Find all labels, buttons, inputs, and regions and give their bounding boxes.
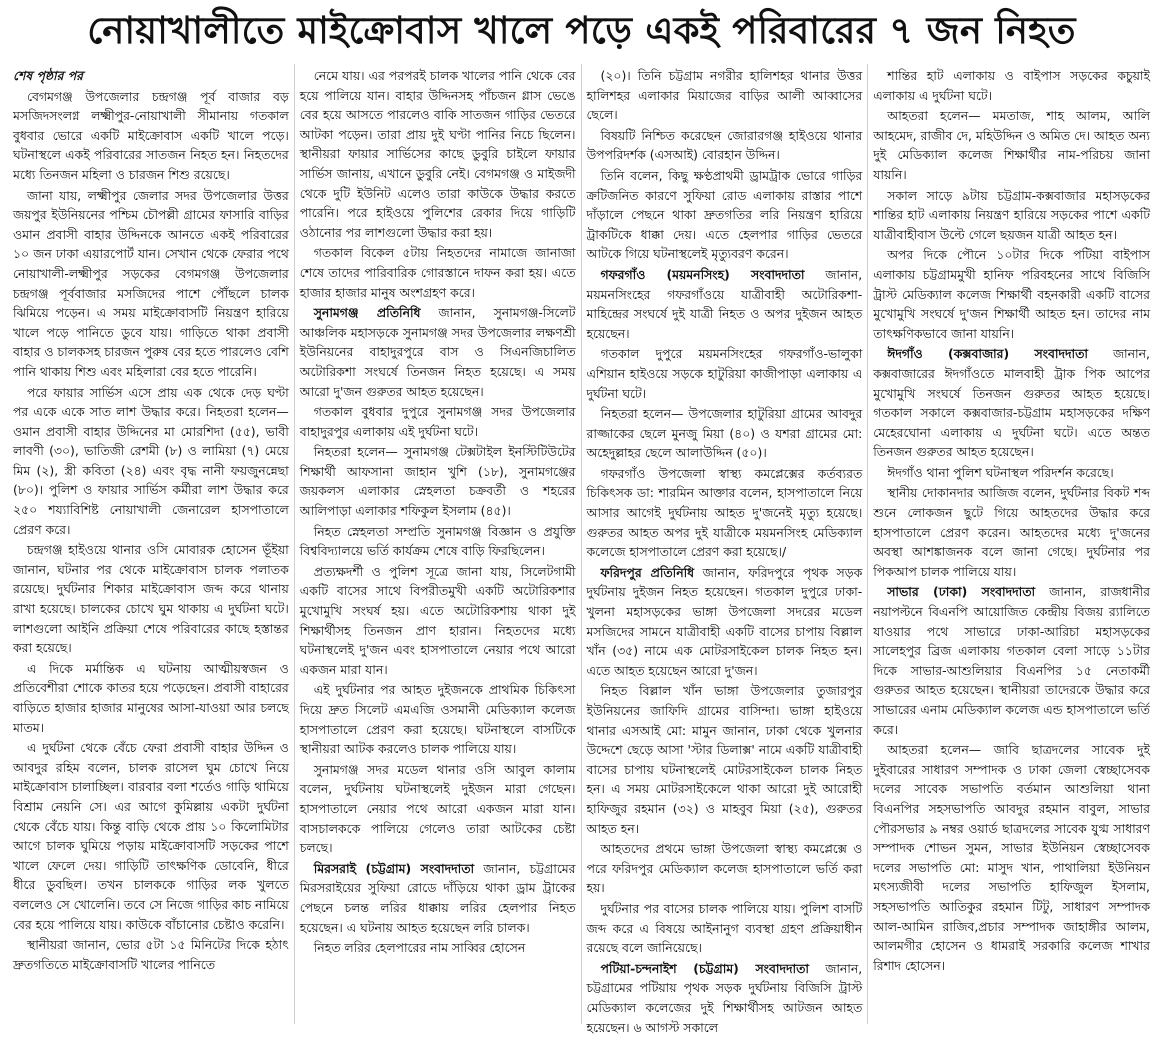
- article-paragraph: [587, 265, 863, 343]
- paragraph-text: নিহতরা হলেন— সুনামগঞ্জ টেক্সটাইল ইনস্টিটিউটের শিক্ষার্থী আফসানা জাহান খুশি (১৮), সুনামগঞ্জের জয়কলস এলাকার স্নেহলতা চক্রবর্তী ও শহরের আলিপাড়া এলাকার শফিকুল ইসলাম (৪৫)।: [299, 444, 576, 519]
- article-paragraph: [13, 738, 289, 934]
- article-paragraph: [873, 483, 1150, 581]
- article-paragraph: [300, 66, 576, 242]
- paragraph-text: চন্দ্রগঞ্জ হাইওয়ে থানার ওসি মোবারক হোসেন ভূঁইয়া জানান, ঘটনার পর থেকে মাইক্রোবাস চালক পলাতক রয়েছে। দুর্ঘটনার শিকার মাইক্রোবাস জব্দ করে থানায় রাখা হয়েছে। চালকের চোখে ঘুম থাকায় এ দুর্ঘটনা ঘটে। লাশগুলো আইনি প্রক্রিয়া শেষে পরিবারের কাছে হস্তান্তর করা হয়েছে।: [13, 542, 289, 656]
- paragraph-text: নেমে যায়। এর পরপরই চালক খালের পানি থেকে বের হয়ে পালিয়ে যান। বাহার উদ্দিনসহ পাঁচজন গ্লাস ভেঙে বের হয়ে আসতে পারলেও বাকি সাতজন গাড়ির ভেতরে আটকা পড়েন। তারা প্রায় দুই ঘণ্টা পানির নিচে ছিলেন। স্থানীয়রা ফায়ার সার্ভিসের কাছে ডুবুরি চাইলে ফায়ার সার্ভিস জানায়, এখানে ডুবুরি নেই। বেগমগঞ্জ ও মাইজদী থেকে দুটি ইউনিট এলেও তারা কাউকে উদ্ধার করতে পারেনি। পরে হাইওয়ে পুলিশের রেকার দিয়ে গাড়িটি ওঠানোর পর লাশগুলো উদ্ধার করা হয়।: [299, 68, 576, 240]
- paragraph-text: প্রত্যক্ষদর্শী ও পুলিশ সূত্রে জানা যায়, সিলেটগামী একটি বাসের সাথে বিপরীতমুখী একটি অটোরিকশার মুখোমুখি সংঘর্ষ হয়। এতে অটোরিকশায় থাকা দুই শিক্ষার্থীসহ তিনজন প্রাণ হারান। নিহতদের মধ্যে ঘটনাস্থলেই দু'জন এবং হাসপাতালে নেয়ার পথে আরো একজন মারা যান।: [299, 563, 576, 677]
- paragraph-text: এই দুর্ঘটনার পর আহত দুইজনকে প্রাথমিক চিকিৎসা দিয়ে দ্রুত সিলেট এমএজি ওসমানী মেডিক্যাল কলেজ হাসপাতালে প্রেরণ করা হয়েছে। ঘটনাস্থলে বাসটিকে স্থানীয়রা আটক করলেও চালক পালিয়ে যায়।: [299, 682, 576, 757]
- paragraph-text: এ দিকে মর্মান্তিক এ ঘটনায় আত্মীয়স্বজন ও প্রতিবেশীরা শোকে কাতর হয়ে পড়েছেন। প্রবাসী বাহারের বাড়িতে হাজার হাজার মানুষের আসা-যাওয়া আর চলছে মাতম।: [13, 660, 289, 735]
- article-paragraph: [300, 938, 576, 958]
- article-paragraph: [873, 106, 1150, 184]
- article-paragraph: [873, 463, 1150, 483]
- paragraph-text: গফরগাঁও উপজেলা স্বাস্থ্য কমপ্লেক্সের কর্তব্যরত চিকিৎসক ডা: শারমিন আক্তার বলেন, হাসপাতালে নিয়ে আসার আগেই দুর্ঘটনায় আহত দু'জনেই মৃত্যু হয়েছে। গুরুতর আহত অপর দুই যাত্রীকে ময়মনসিংহ মেডিক্যাল কলেজে হাসপাতালে প্রেরণ করা হয়েছে।/: [586, 465, 863, 560]
- article-paragraph: [587, 899, 863, 958]
- article-paragraph: [873, 245, 1150, 343]
- article-paragraph: [300, 859, 576, 937]
- headline: নোয়াখালীতে মাইক্রোবাস খালে পড়ে একই পরিবারের ৭ জন নিহত: [87, 9, 1076, 52]
- paragraph-text: আহতদের প্রথমে ভাঙ্গা উপজেলা স্বাস্থ্য কমপ্লেক্সে ও পরে ফরিদপুর মেডিক্যাল কলেজ হাসপাতালে ভর্তি করা হয়।: [586, 841, 863, 896]
- correspondent-byline: সুনামগঞ্জ প্রতিনিধি: [313, 305, 421, 321]
- paragraph-text: তিনি বলেন, কিছু ক্ষণ্ঠপ্রাথমী ড্রামট্রাক ভোরে গাড়ির ক্রটিজনিত কারণে সুফিয়া রোড এলাকায় রাস্তার পাশে দাঁড়ালে পেছনে থাকা দ্রুতগতির লরি নিয়ন্ত্রণ হারিয়ে ট্রাকটিকে ধাক্কা দেয়। এতে হেলপার গাড়ির ভেতরে আটকে গিয়ে ঘটনাস্থলেই মৃত্যুবরণ করেন।: [586, 167, 863, 262]
- paragraph-text: স্থানীয় দোকানদার আজিজ বলেন, দুর্ঘটনার বিকট শব্দ শুনে লোকজন ছুটে গিয়ে আহতদের উদ্ধার করে হাসপাতালে প্রেরণ করেন। আহতদের মধ্যে দু'জনের অবস্থা আশঙ্কাজনক বলে জানা গেছে। দুর্ঘটনার পর পিকআপ চালক পালিয়ে যায়।: [873, 485, 1150, 579]
- paragraph-text: জানান, ফরিদপুরে পৃথক সড়ক দুর্ঘটনায় দুইজন নিহত হয়েছেন। গতকাল দুপুরে ঢাকা-খুলনা মহাসড়কের ভাঙ্গা উপজেলা সদরের মডেল মসজিদের সামনে যাত্রীবাহী একটি বাসের চাপায় বিল্লাল খাঁন (৩৫) নামে এক মোটরসাইকেল চালক নিহত হন। এতে আহত হয়েছেন আরো দু'জন।: [586, 564, 863, 678]
- paragraph-text: অপর দিকে পৌনে ১০টার দিকে পটিয়া বাইপাস এলাকায় চট্টগ্রামমুখী হানিফ পরিবহনের সাথে বিজিসি ট্রাস্ট মেডিক্যাল কলেজ শিক্ষার্থী বহনকারী একটি বাসের মুখোমুখি সংঘর্ষে দু'জন শিক্ষার্থী আহত হন। তাদের নাম তাৎক্ষণিকভাবে জানা যায়নি।: [873, 247, 1150, 341]
- paragraph-text: বেগমগঞ্জ উপজেলার চন্দ্রগঞ্জ পূর্ব বাজার বড় মসজিদসংলগ্ন লক্ষ্মীপুর-নোয়াখালী সীমানায় গতকাল বুধবার ভোরে একটি মাইক্রোবাস একটি খালে পড়ে। ঘটনাস্থলে একই পরিবারের সাতজন নিহত হন। নিহতদের মধ্যে তিনজন মহিলা ও চারজন শিশু রয়েছে।: [13, 88, 289, 182]
- article-paragraph: [587, 563, 863, 681]
- article-columns: [8, 64, 1155, 1035]
- paragraph-text: বিষয়টি নিশ্চিত করেছেন জোরারগঞ্জ হাইওয়ে থানার উপপরিদর্শক (এসআই) বোরহান উদ্দিন।: [586, 127, 863, 163]
- article-paragraph: [13, 87, 289, 185]
- article-paragraph: [587, 66, 863, 125]
- correspondent-byline: সাভার (ঢাকা) সংবাদদাতা: [887, 584, 1036, 600]
- paragraph-text: গতকাল বুধবার দুপুরে সুনামগঞ্জ সদর উপজেলার বাহাদুরপুর এলাকায় এই দুর্ঘটনা ঘটে।: [299, 404, 576, 439]
- paragraph-text: দুর্ঘটনার পর বাসের চালক পালিয়ে যায়। পুলিশ বাসটি জব্দ করে এ বিষয়ে আইনানুগ ব্যবস্থা গ্রহণ প্রক্রিয়াধীন রয়েছে বলে জানিয়েছে।: [586, 900, 863, 956]
- article-paragraph: [300, 680, 576, 758]
- column-2: [295, 64, 582, 1024]
- correspondent-byline: গফরগাঁও (ময়মনসিংহ) সংবাদদাতা: [600, 266, 805, 282]
- paragraph-text: জানান, চট্টগ্রামের মিরসরাইয়ের সুফিয়া রোডে দাঁড়িয়ে থাকা ড্রাম ট্রাকের পেছনে চলন্ত লরির ধাক্কায় লরির হেলপার নিহত হয়েছেন। এ ঘটনায় আহত হয়েছেন লরি চালক।: [299, 860, 576, 935]
- column-4: [868, 64, 1155, 1024]
- correspondent-byline: মিরসরাই (চট্টগ্রাম) সংবাদদাতা: [313, 860, 475, 876]
- paragraph-text: শান্তির হাট এলাকায় ও বাইপাস সড়কের কচুয়াই এলাকায় এ দুর্ঘটনা ঘটে।: [873, 68, 1150, 103]
- article-paragraph: [873, 344, 1150, 462]
- paragraph-text: ঈদগাঁও থানা পুলিশ ঘটনাস্থল পরিদর্শন করেছে।: [887, 464, 1114, 480]
- paragraph-text: নিহত স্নেহলতা সম্প্রতি সুনামগঞ্জ বিজ্ঞান ও প্রযুক্তি বিশ্ববিদ্যালয়ে ভর্তি কার্যক্রম শেষে বাড়ি ফিরছিলেন।: [299, 523, 576, 559]
- paragraph-text: (২০)। তিনি চট্টগ্রাম নগরীর হালিশহর থানার উত্তর হালিশহর এলাকার মিয়াজের বাড়ির আলী আব্বাসের ছেলে।: [586, 68, 863, 123]
- paragraph-text: স্থানীয়রা জানান, ভোর ৫টা ১৫ মিনিটের দিকে হঠাৎ দ্রুতগতিতে মাইক্রোবাসটি খালের পানিতে: [13, 937, 289, 972]
- continued-from-label: শেষ পৃষ্ঠার পর: [13, 68, 83, 83]
- article-paragraph: [13, 66, 289, 86]
- correspondent-byline: ঈদগাঁও (কক্সবাজার) সংবাদদাতা: [887, 346, 1088, 362]
- article-paragraph: [300, 303, 576, 401]
- article-paragraph: [587, 126, 863, 165]
- article-paragraph: [300, 760, 576, 858]
- correspondent-byline: ফরিদপুর প্রতিনিধি: [600, 564, 695, 580]
- article-paragraph: [587, 166, 863, 264]
- article-paragraph: [300, 522, 576, 561]
- article-paragraph: [873, 582, 1150, 739]
- paragraph-text: জানান, কক্সবাজারের ঈদগাঁওতে মালবাহী ট্রাক পিক আপের মুখোমুখি সংঘর্ষে তিনজন গুরুতর আহত হয়েছে। গতকাল সকালে কক্সবাজার-চট্টগ্রাম মহাসড়কের দক্ষিণ মেহেরঘোনা এলাকায় এ দুর্ঘটনা ঘটে। এতে অন্তত তিনজন গুরুতর আহত হয়েছেন।: [873, 346, 1150, 460]
- article-paragraph: [587, 404, 863, 463]
- paragraph-text: নিহত লরির হেলপারের নাম সাব্বির হোসেন: [313, 940, 526, 956]
- article-paragraph: [300, 562, 576, 680]
- article-paragraph: [300, 402, 576, 441]
- paragraph-text: আহতরা হলেন— জাবি ছাত্রদলের সাবেক দুই দুইবারের সাধারণ সম্পাদক ও ঢাকা জেলা স্বেচ্ছাসেবক দলের সাবেক সভাপতি বর্তমান আশুলিয়া থানা বিএনপির সহসভাপতি আবদুর রহমান বাবুল, সাভার পৌরসভার ৯ নম্বর ওয়ার্ড ছাত্রদলের সাবেক যুগ্ম সাধারণ সম্পাদক শোভন সুমন, সাভার ইউনিয়ন স্বেচ্ছাসেবক দলের সভাপতি মো: মাসুদ খান, পাথালিয়া ইউনিয়ন মৎস্যজীবী দলের সভাপতি হাফিজুল ইসলাম, সহসভাপতি আতিকুর রহমান টিটু, সাধারণ সম্পাদক আল-আমিন রাজিব,প্রচার সম্পাদক জাহাঙ্গীর আলম, আলমগীর হোসেন ও ধামরাই সরকারি কলেজ শাখার রিশাদ হোসেন।: [873, 742, 1150, 973]
- article-paragraph: [300, 442, 576, 520]
- article-paragraph: [300, 243, 576, 302]
- paragraph-text: এ দুর্ঘটনা থেকে বেঁচে ফেরা প্রবাসী বাহার উদ্দিন ও আবদুর রহিম বলেন, চালক রাসেল ঘুম চোখে নিয়ে মাইক্রোবাস চালাচ্ছিল। বারবার বলা শর্তেও গাড়ি থামিয়ে বিশ্রাম নেয়নি সে। এর আগে কুমিল্লায় একটা দুর্ঘটনা থেকে বেঁচে যায়। কিন্তু বাড়ি থেকে প্রায় ১০ কিলোমিটার আগে চালক ঘুমিয়ে পড়ায় মাইক্রোবাসটি সড়কের পাশে খালে ফেলে দেয়। গাড়িটি তাৎক্ষণিক ডোবেনি, ধীরে ধীরে ডুবছিল। তখন চালককে গাড়ির লক খুলতে বললেও সে খোলেনি। তবে সে নিজে গাড়ির কাচ নামিয়ে বের হয়ে পালিয়ে যায়। কাউকে বাঁচানোর চেষ্টাও করেনি।: [13, 740, 289, 932]
- article-paragraph: [13, 659, 289, 737]
- paragraph-text: জানান, রাজধানীর নয়াপল্টনে বিএনপি আয়োজিত কেন্দ্রীয় বিজয় র‍্যালিতে যাওয়ার পথে সাভারে ঢাকা-আরিচা মহাসড়কের সালেহপুর ব্রিজ এলাকায় গতকাল বেলা সাড়ে ১১টার দিকে সাভার-আশুলিয়ার বিএনপির ১৫ নেতাকর্মী গুরুতর আহত হয়েছেন। স্থানীয়রা তাদেরকে উদ্ধার করে সাভারের এনাম মেডিক্যাল কলেজ এন্ড হাসপাতালে ভর্তি করে।: [873, 584, 1150, 737]
- paragraph-text: জানা যায়, লক্ষ্মীপুর জেলার সদর উপজেলার উত্তর জয়পুর ইউনিয়নের পশ্চিম চৌপল্লী গ্রামের ফাসারি বাড়ির ওমান প্রবাসী বাহার উদ্দিনকে আনতে একই পরিবারের ১০ জন ঢাকা এয়ারপোর্ট যান। সেখান থেকে ফেরার পথে নোয়াখালী-লক্ষ্মীপুর সড়কের বেগমগঞ্জ উপজেলার চন্দ্রগঞ্জ পূর্ববাজার মসজিদের পাশে পৌঁছলে চালক ঝিমিয়ে পড়েন। এ সময় মাইক্রোবাসটি নিয়ন্ত্রণ হারিয়ে খালে পড়ে পানিতে ডুবে যায়। গাড়িতে থাকা প্রবাসী বাহার ও চালকসহ চারজন পুরুষ বের হতে পারলেও বেশি পানি থাকায় শিশু এবং মহিলারা বের হতে পারেনি।: [13, 187, 289, 379]
- paragraph-text: আহতরা হলেন— মমতাজ, শাহ আলম, আলি আহমেদ, রাজীব দে, মহিউদ্দিন ও অমিত দে। আহত অন্য দুই মেডিক্যাল কলেজ শিক্ষার্থীর নাম-পরিচয় জানা যায়নি।: [873, 108, 1150, 182]
- paragraph-text: জানান, সুনামগঞ্জ-সিলেট আঞ্চলিক মহাসড়কে সুনামগঞ্জ সদর উপজেলার লক্ষণশ্রী ইউনিয়নের বাহাদুরপুরে বাস ও সিএনজিচালিত অটোরিকশা সংঘর্ষে তিনজন নিহত হয়েছে। এ সময় আরো দু'জন গুরুতর আহত হয়েছেন।: [299, 305, 576, 399]
- article-paragraph: [873, 186, 1150, 245]
- article-paragraph: [13, 186, 289, 382]
- paragraph-text: সকাল সাড়ে ৯টায় চট্টগ্রাম-কক্সবাজার মহাসড়কের শান্তির হাট এলাকায় নিয়ন্ত্রণ হারিয়ে সড়কের পাশে একটি যাত্রীবাহীবাস উল্টে গেলে ছয়জন যাত্রী আহত হন।: [873, 187, 1150, 242]
- article-paragraph: [873, 66, 1150, 105]
- article-paragraph: [13, 935, 289, 974]
- paragraph-text: জানান, চট্টগ্রামের পটিয়ায় পৃথক সড়ক দুর্ঘটনায় বিজিসি ট্রাস্ট মেডিক্যাল কলেজের দুই শিক্ষার্থীসহ আটজন আহত হয়েছেন। ৬ আগস্ট সকালে: [586, 960, 863, 1035]
- article-paragraph: [587, 839, 863, 898]
- paragraph-text: নিহতরা হলেন— উপজেলার হাটুরিয়া গ্রামের আবদুর রাজ্জাকের ছেলে মুনজু মিয়া (৪০) ও যশরা গ্রামের মো: অহেদুল্লাহর ছেলে আলাউদ্দিন (৫০)।: [586, 406, 863, 461]
- column-3: [582, 64, 869, 1035]
- article-paragraph: [587, 681, 863, 838]
- correspondent-byline: পটিয়া-চন্দনাইশ (চট্টগ্রাম) সংবাদদাতা: [600, 960, 809, 976]
- paragraph-text: গতকাল দুপুরে ময়মনসিংহের গফরগাঁও-ভালুকা এশিয়ান হাইওয়ে সড়কে হাটুরিয়া কাজীপাড়া এলাকায় এ দুর্ঘটনা ঘটে।: [586, 346, 863, 401]
- column-1: [8, 64, 295, 1024]
- paragraph-text: সুনামগঞ্জ সদর মডেল থানার ওসি আবুল কালাম বলেন, দুর্ঘটনায় ঘটনাস্থলেই দুইজন মারা গেছেন। হাসপাতালে নেয়ার পথে আরো একজন মারা যান। বাসচালককে পালিয়ে গেলেও তারা আটকের চেষ্টা চলছে।: [299, 761, 576, 856]
- paragraph-text: পরে ফায়ার সার্ভিস এসে প্রায় এক থেকে দেড় ঘণ্টা পর একে একে সাত লাশ উদ্ধার করে। নিহতরা হলেন— ওমান প্রবাসী বাহার উদ্দিনের মা মোরশিদা (৫৫), ভাবী লাবণী (৩০), ভাতিজী রেশমী (৮) ও লামিয়া (৭) মেয়ে মিম (২), স্ত্রী কবিতা (২৪) এবং বৃদ্ধ নানী ফয়জুনন্নেছা (৮০)। পুলিশ ও ফায়ার সার্ভিস কর্মীরা লাশ উদ্ধার করে ২৫০ শয্যাবিশিষ্ট নোয়াখালী জেনারেল হাসপাতালে প্রেরণ করে।: [13, 384, 289, 537]
- paragraph-text: নিহত বিল্লাল খাঁন ভাঙ্গা উপজেলার তুজারপুর ইউনিয়নের জাফিদি গ্রামের বাসিন্দা। ভাঙ্গা হাইওয়ে থানার এসআই মো: মামুন জানান, ঢাকা থেকে খুলনার উদ্দেশে ছেড়ে আসা 'স্টার ডিলাক্স' নামে একটি যাত্রীবাহী বাসের চাপায় ঘটনাস্থলেই মোটরসাইকেল চালক নিহত হন। এ সময় মোটরসাইকেলে থাকা আরো দুই আরোহী হাফিজুর রহমান (৩২) ও মাহবুব মিয়া (২৫), গুরুতর আহত হন।: [586, 683, 863, 836]
- article-paragraph: [873, 740, 1150, 975]
- paragraph-text: গতকাল বিকেল ৫টায় নিহতদের নামাজে জানাজা শেষে তাদের পারিবারিক গোরস্তানে দাফন করা হয়। এতে হাজার হাজার মানুষ অংশগ্রহণ করে।: [299, 245, 576, 300]
- article-paragraph: [13, 540, 289, 658]
- paragraph-text: জানান, ময়মনসিংহের গফরগাঁওয়ে যাত্রীবাহী অটোরিকশা-মাহিন্দ্রের সংঘর্ষে দুই যাত্রী নিহত ও অপর দুইজন আহত হয়েছেন।: [586, 266, 863, 341]
- article-paragraph: [13, 383, 289, 540]
- article-paragraph: [587, 959, 863, 1037]
- article-paragraph: [587, 344, 863, 403]
- article-paragraph: [587, 464, 863, 562]
